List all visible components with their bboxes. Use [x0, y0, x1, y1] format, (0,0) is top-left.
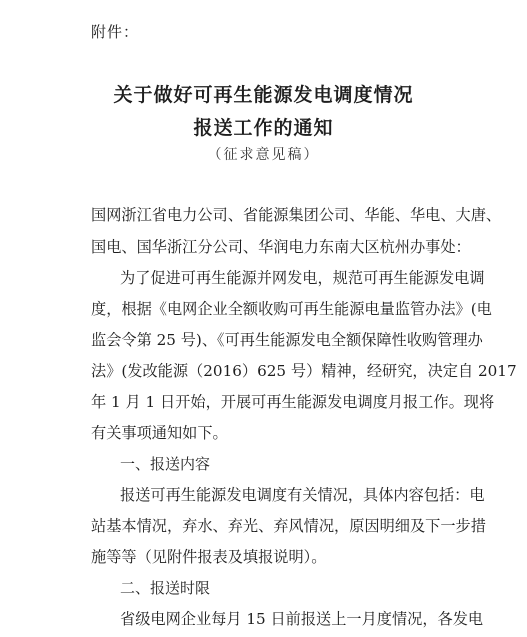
section-heading: 一、报送内容	[120, 455, 211, 473]
intro-line: 法》(发改能源（2016）625 号）精神，经研究，决定自 2017	[91, 362, 517, 380]
intro-line: 为了促进可再生能源并网发电，规范可再生能源发电调	[120, 269, 485, 287]
section-line: 站基本情况，弃水、弃光、弃风情况，原因明细及下一步措	[91, 517, 486, 535]
addressee-line: 国网浙江省电力公司、省能源集团公司、华能、华电、大唐、	[91, 206, 502, 224]
document-title-line-2: 报送工作的通知	[193, 117, 334, 139]
addressee-line: 国电、国华浙江分公司、华润电力东南大区杭州办事处：	[91, 238, 471, 256]
section-line: 报送可再生能源发电调度有关情况，具体内容包括：电	[120, 486, 485, 504]
section-heading: 二、报送时限	[120, 579, 211, 597]
attachment-label: 附件：	[91, 23, 140, 41]
intro-line: 有关事项通知如下。	[91, 424, 228, 442]
document-title-line-1: 关于做好可再生能源发电调度情况	[113, 84, 414, 106]
draft-subtitle: （征求意见稿）	[207, 147, 320, 163]
intro-line: 监会令第 25 号)、《可再生能源发电全额保障性收购管理办	[91, 331, 483, 349]
section-line: 施等等（见附件报表及填报说明）。	[91, 548, 327, 566]
section-line: 省级电网企业每月 15 日前报送上一月度情况，各发电	[120, 610, 484, 628]
intro-line: 年 1 月 1 日开始，开展可再生能源发电调度月报工作。现将	[91, 393, 495, 411]
intro-line: 度，根据《电网企业全额收购可再生能源电量监管办法》(电	[91, 300, 492, 318]
